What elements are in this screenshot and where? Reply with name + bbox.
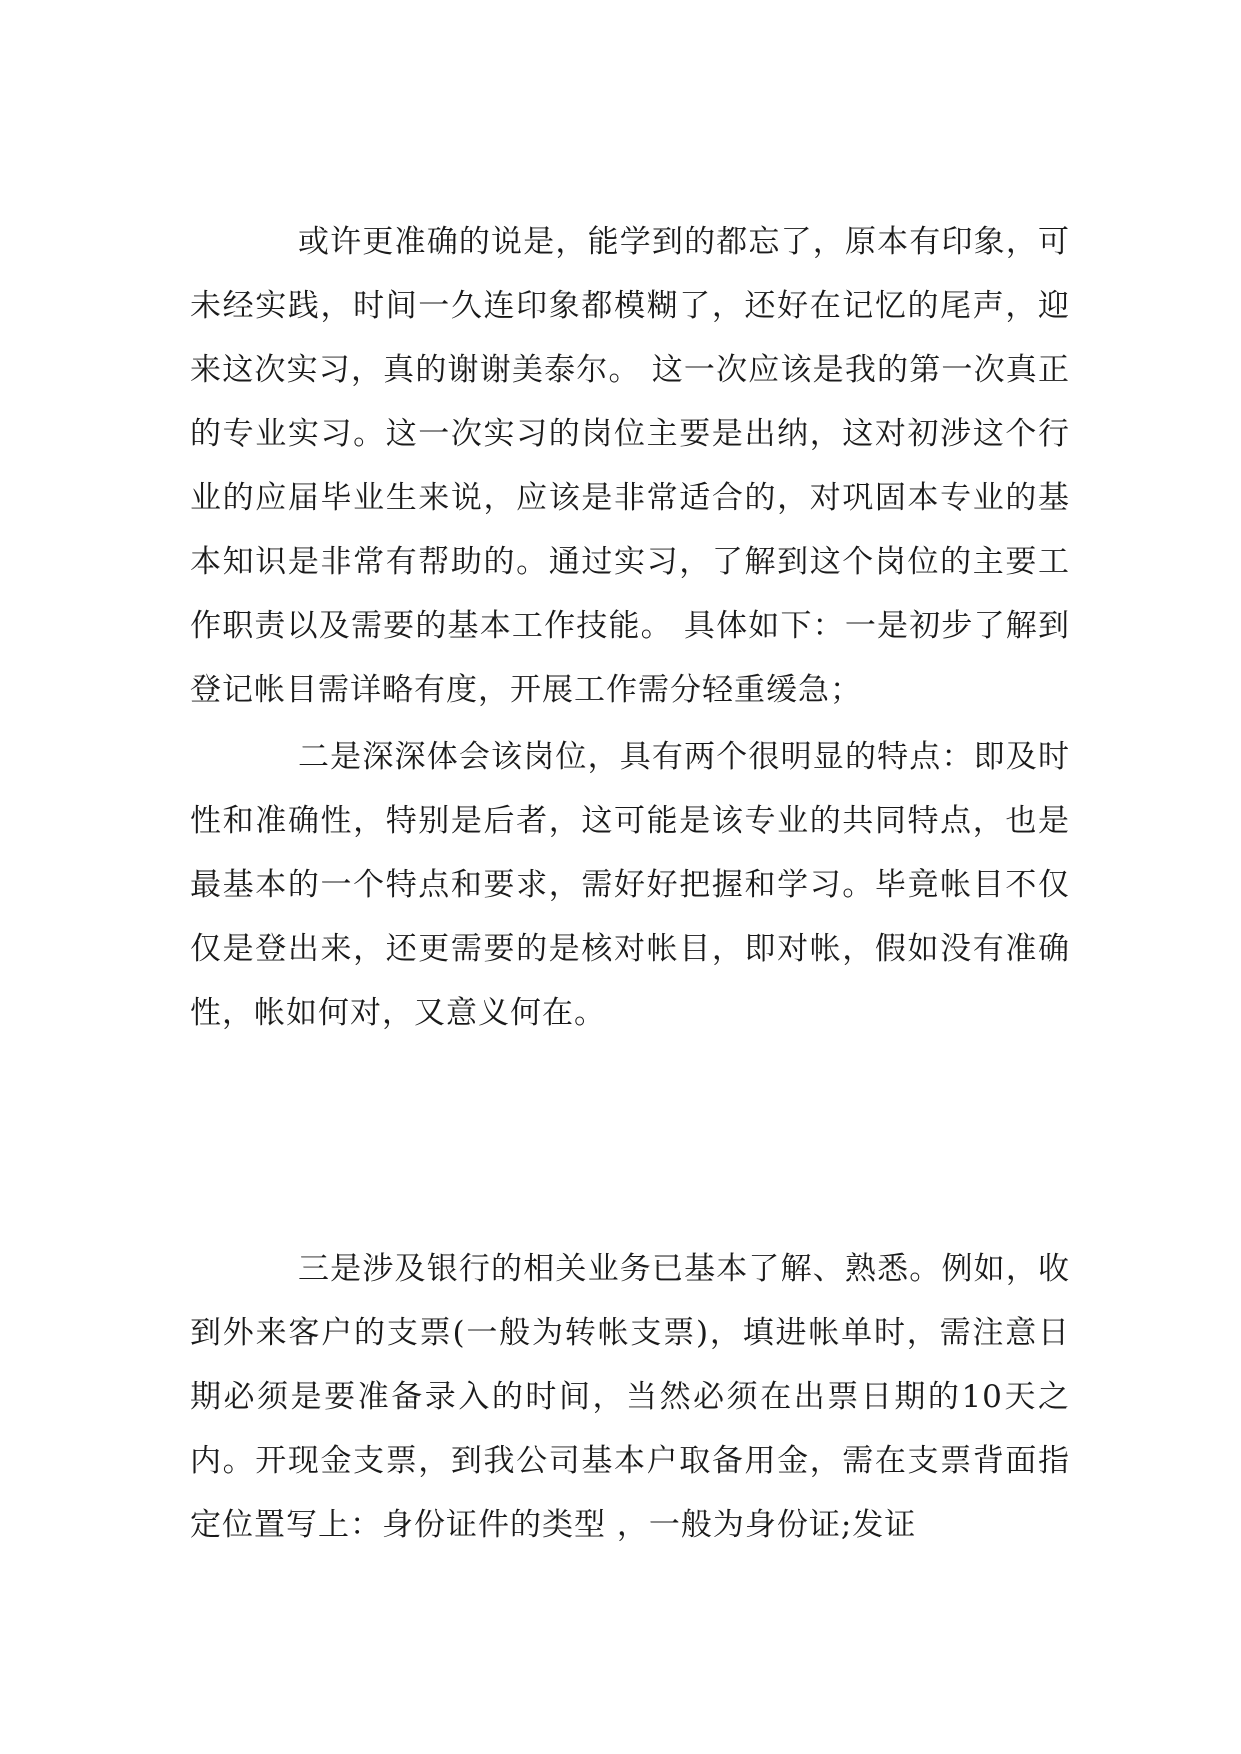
paragraph-3: 三是涉及银行的相关业务已基本了解、熟悉。例如，收到外来客户的支票(一般为转帐支票)，填进帐单时，需注意日期必须是要准备录入的时间，当然必须在出票日期的10天之内。开现金支票，到我公司基本户取备用金，需在支票背面指定位置写上：身份证件的类型 ，一般为身份证;发证	[190, 1251, 1070, 1543]
paragraph-2: 二是深深体会该岗位，具有两个很明显的特点：即及时性和准确性，特别是后者，这可能是该专业的共同特点，也是最基本的一个特点和要求，需好好把握和学习。毕竟帐目不仅仅是登出来，还更需要的是核对帐目，即对帐，假如没有准确性，帐如何对，又意义何在。	[190, 739, 1070, 1031]
paragraph-1: 或许更准确的说是，能学到的都忘了，原本有印象，可未经实践，时间一久连印象都模糊了，还好在记忆的尾声，迎来这次实习，真的谢谢美泰尔。 这一次应该是我的第一次真正的专业实习。这一次实习的岗位主要是出纳，这对初涉这个行业的应届毕业生来说，应该是非常适合的，对巩固本专业的基本知识是非常有帮助的。通过实习，了解到这个岗位的主要工作职责以及需要的基本工作技能。 具体如下：一是初步了解到登记帐目需详略有度，开展工作需分轻重缓急；	[190, 224, 1070, 708]
